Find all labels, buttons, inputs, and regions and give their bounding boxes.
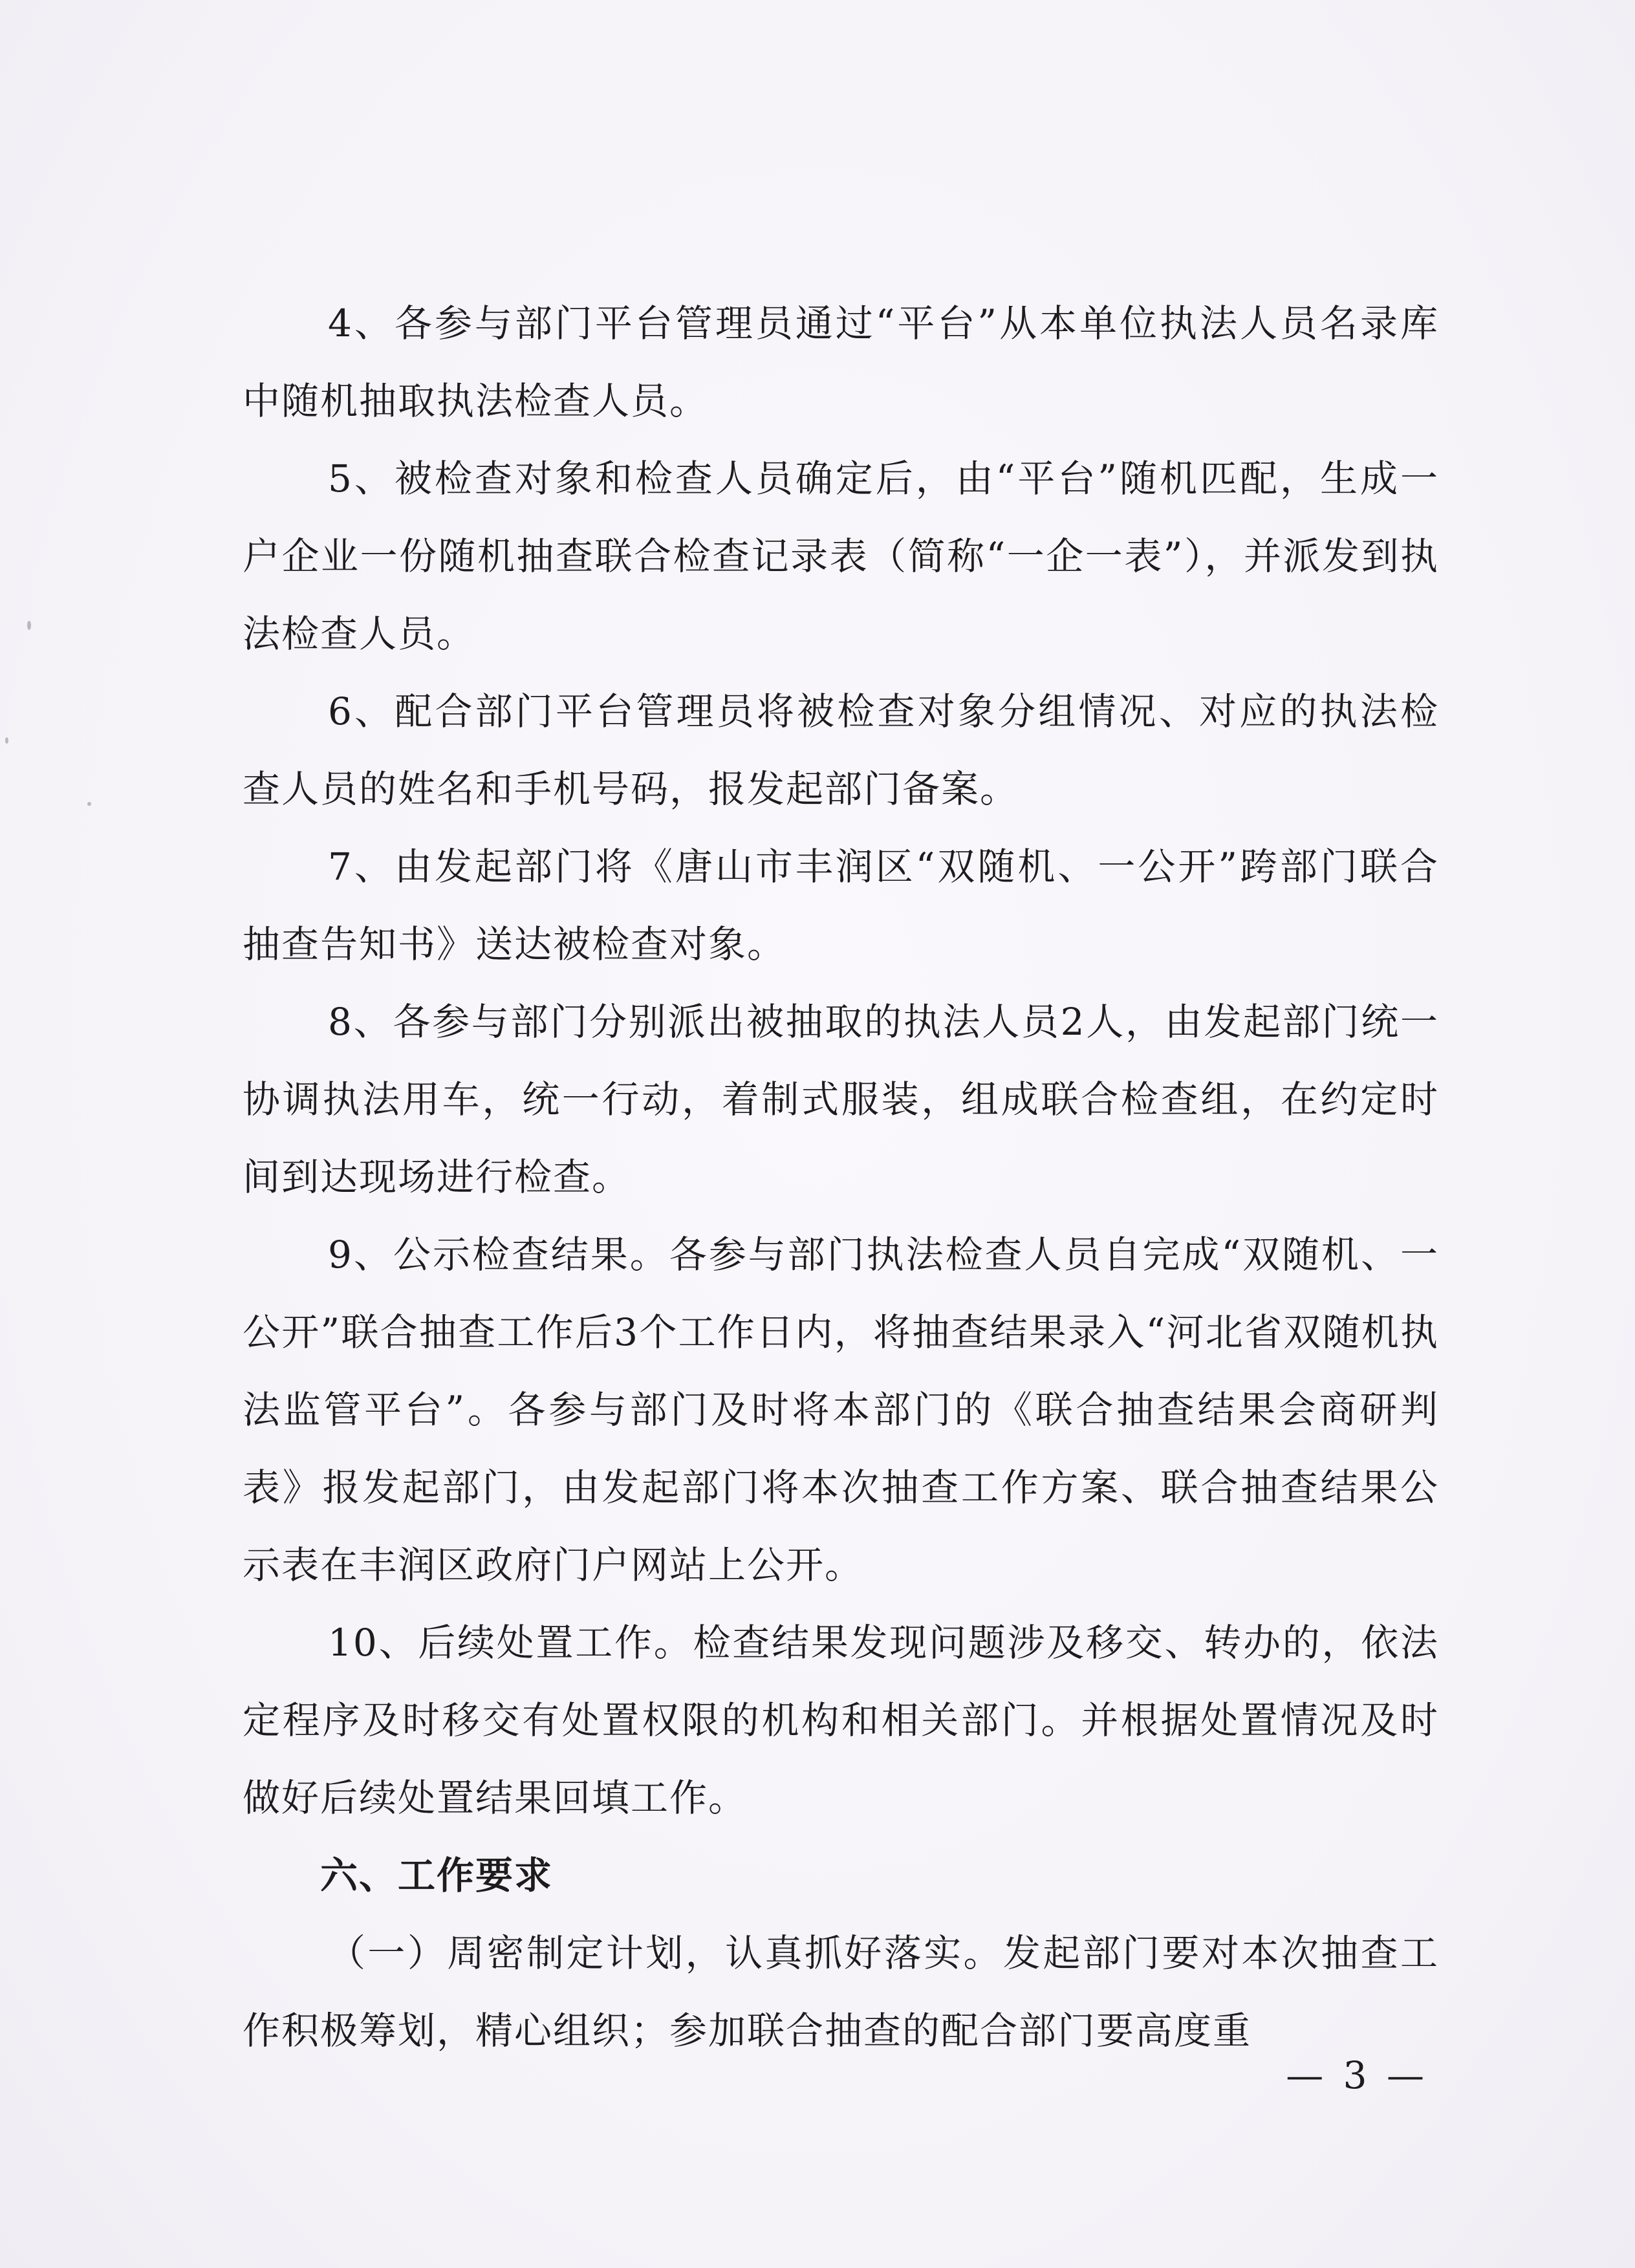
paragraph-requirement-1: （一）周密制定计划，认真抓好落实。发起部门要对本次抽查工作积极筹划，精心组织；参加联合抽查的配合部门要高度重: [243, 1931, 1439, 2053]
paragraph-item-8: 8、各参与部门分别派出被抽取的执法人员2人，由发起部门统一协调执法用车，统一行动，着制式服装，组成联合检查组，在约定时间到达现场进行检查。: [243, 1000, 1439, 1199]
scan-speck: [5, 737, 8, 744]
page-number: — 3 —: [1286, 2053, 1428, 2097]
paragraph-item-5: 5、被检查对象和检查人员确定后，由“平台”随机匹配，生成一户企业一份随机抽查联合检查记录表（简称“一企一表”），并派发到执法检查人员。: [243, 457, 1439, 656]
paragraph-item-4: 4、各参与部门平台管理员通过“平台”从本单位执法人员名录库中随机抽取执法检查人员。: [243, 301, 1439, 423]
paragraph-item-6: 6、配合部门平台管理员将被检查对象分组情况、对应的执法检查人员的姓名和手机号码，报发起部门备案。: [243, 689, 1439, 811]
document-body: [243, 285, 1439, 2069]
paragraph-item-10: 10、后续处置工作。检查结果发现问题涉及移交、转办的，依法定程序及时移交有处置权限的机构和相关部门。并根据处置情况及时做好后续处置结果回填工作。: [243, 1621, 1439, 1820]
paragraph-item-7: 7、由发起部门将《唐山市丰润区“双随机、一公开”跨部门联合抽查告知书》送达被检查对象。: [243, 845, 1439, 966]
scan-speck: [27, 621, 31, 630]
scan-speck: [87, 802, 91, 806]
section-heading: 六、工作要求: [320, 1853, 554, 1897]
paragraph-item-9: 9、公示检查结果。各参与部门执法检查人员自完成“双随机、一公开”联合抽查工作后3个工作日内，将抽查结果录入“河北省双随机执法监管平台”。各参与部门及时将本部门的《联合抽查结果会商研判表》报发起部门，由发起部门将本次抽查工作方案、联合抽查结果公示表在丰润区政府门户网站上公开。: [243, 1233, 1439, 1587]
